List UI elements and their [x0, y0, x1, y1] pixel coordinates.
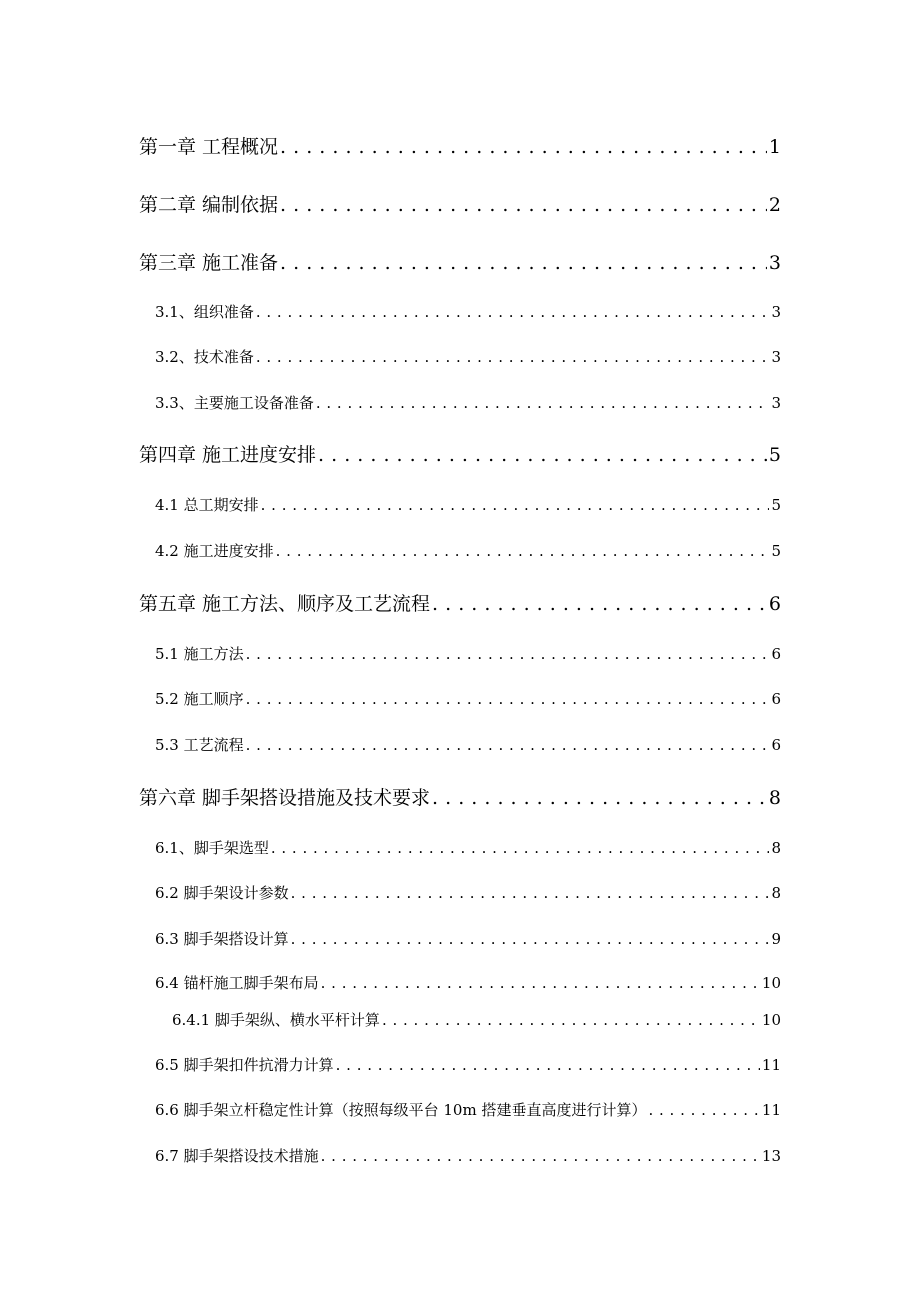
- toc-entry[interactable]: [155, 301, 781, 322]
- toc-dot-leader: [316, 394, 770, 412]
- toc-entry-page: 3: [768, 252, 781, 274]
- toc-entry[interactable]: [155, 882, 781, 903]
- toc-entry-title: 第四章 施工进度安排: [139, 444, 317, 466]
- toc-entry-title: 5.3 工艺流程: [155, 736, 244, 754]
- toc-dot-leader: [336, 1056, 760, 1074]
- toc-dot-leader: [256, 303, 770, 321]
- toc-entry[interactable]: [155, 494, 781, 515]
- toc-dot-leader: [280, 252, 767, 274]
- toc-entry[interactable]: [155, 688, 781, 709]
- toc-entry-title: 6.4.1 脚手架纵、横水平杆计算: [172, 1011, 380, 1029]
- toc-entry-title: 6.3 脚手架搭设计算: [155, 930, 289, 948]
- toc-entry-page: 6: [771, 690, 781, 708]
- toc-entry-page: 10: [761, 974, 781, 992]
- toc-entry-page: 1: [768, 136, 781, 158]
- toc-entry-page: 2: [768, 194, 781, 216]
- toc-entry[interactable]: [155, 392, 781, 413]
- toc-entry-page: 3: [771, 303, 781, 321]
- toc-entry[interactable]: [139, 589, 781, 616]
- toc-entry-title: 3.3、主要施工设备准备: [155, 394, 314, 412]
- toc-dot-leader: [291, 884, 770, 902]
- toc-entry[interactable]: [155, 540, 781, 561]
- toc-entry[interactable]: [139, 440, 781, 467]
- toc-dot-leader: [648, 1101, 759, 1119]
- toc-entry-title: 6.4 锚杆施工脚手架布局: [155, 974, 319, 992]
- toc-entry-page: 5: [771, 542, 781, 560]
- toc-entry-page: 11: [761, 1056, 781, 1074]
- toc-entry-page: 3: [771, 348, 781, 366]
- toc-entry-title: 5.1 施工方法: [155, 645, 244, 663]
- toc-dot-leader: [271, 839, 770, 857]
- toc-entry[interactable]: [139, 783, 781, 810]
- toc-dot-leader: [432, 787, 767, 809]
- toc-entry[interactable]: [139, 132, 781, 159]
- toc-entry[interactable]: [155, 346, 781, 367]
- toc-entry-title: 6.7 脚手架搭设技术措施: [155, 1147, 319, 1165]
- toc-entry-title: 第一章 工程概况: [139, 136, 279, 158]
- toc-entry-title: 6.2 脚手架设计参数: [155, 884, 289, 902]
- toc-dot-leader: [318, 444, 767, 466]
- toc-dot-leader: [321, 974, 760, 992]
- toc-entry[interactable]: [139, 248, 781, 275]
- toc-dot-leader: [261, 496, 770, 514]
- toc-dot-leader: [432, 593, 767, 615]
- toc-entry[interactable]: [155, 1145, 781, 1166]
- toc-dot-leader: [280, 194, 767, 216]
- toc-entry[interactable]: [155, 928, 781, 949]
- toc-entry-page: 8: [768, 787, 781, 809]
- toc-entry-page: 13: [761, 1147, 781, 1165]
- toc-dot-leader: [382, 1011, 760, 1029]
- toc-dot-leader: [246, 736, 770, 754]
- toc-dot-leader: [291, 930, 770, 948]
- toc-entry-title: 第六章 脚手架搭设措施及技术要求: [139, 787, 431, 809]
- toc-entry-title: 4.2 施工进度安排: [155, 542, 274, 560]
- toc-entry-title: 6.1、脚手架选型: [155, 839, 269, 857]
- toc-entry[interactable]: [155, 1099, 781, 1120]
- toc-entry[interactable]: [155, 1054, 781, 1075]
- toc-entry-page: 6: [768, 593, 781, 615]
- toc-entry-title: 第五章 施工方法、顺序及工艺流程: [139, 593, 431, 615]
- toc-entry-title: 6.5 脚手架扣件抗滑力计算: [155, 1056, 334, 1074]
- toc-entry-title: 第二章 编制依据: [139, 194, 279, 216]
- toc-entry[interactable]: [155, 734, 781, 755]
- toc-entry[interactable]: [155, 837, 781, 858]
- toc-entry-page: 3: [771, 394, 781, 412]
- toc-dot-leader: [321, 1147, 760, 1165]
- toc-entry[interactable]: [139, 190, 781, 217]
- toc-entry[interactable]: [155, 972, 781, 993]
- toc-entry-page: 6: [771, 645, 781, 663]
- toc-entry-title: 3.1、组织准备: [155, 303, 254, 321]
- toc-entry-page: 10: [761, 1011, 781, 1029]
- toc-entry-title: 6.6 脚手架立杆稳定性计算（按照每级平台 10m 搭建垂直高度进行计算）: [155, 1101, 647, 1119]
- toc-entry-page: 8: [771, 839, 781, 857]
- toc-entry-page: 8: [771, 884, 781, 902]
- toc-entry-page: 5: [771, 496, 781, 514]
- toc-entry[interactable]: [172, 1009, 781, 1030]
- toc-dot-leader: [246, 645, 770, 663]
- toc-entry-page: 6: [771, 736, 781, 754]
- toc-entry-page: 5: [768, 444, 781, 466]
- toc-entry-title: 4.1 总工期安排: [155, 496, 259, 514]
- toc-entry[interactable]: [155, 643, 781, 664]
- toc-dot-leader: [256, 348, 770, 366]
- toc-dot-leader: [276, 542, 770, 560]
- toc-entry-title: 5.2 施工顺序: [155, 690, 244, 708]
- toc-entry-title: 3.2、技术准备: [155, 348, 254, 366]
- toc-entry-page: 9: [771, 930, 781, 948]
- toc-dot-leader: [280, 136, 767, 158]
- toc-dot-leader: [246, 690, 770, 708]
- toc-entry-title: 第三章 施工准备: [139, 252, 279, 274]
- toc-entry-page: 11: [761, 1101, 781, 1119]
